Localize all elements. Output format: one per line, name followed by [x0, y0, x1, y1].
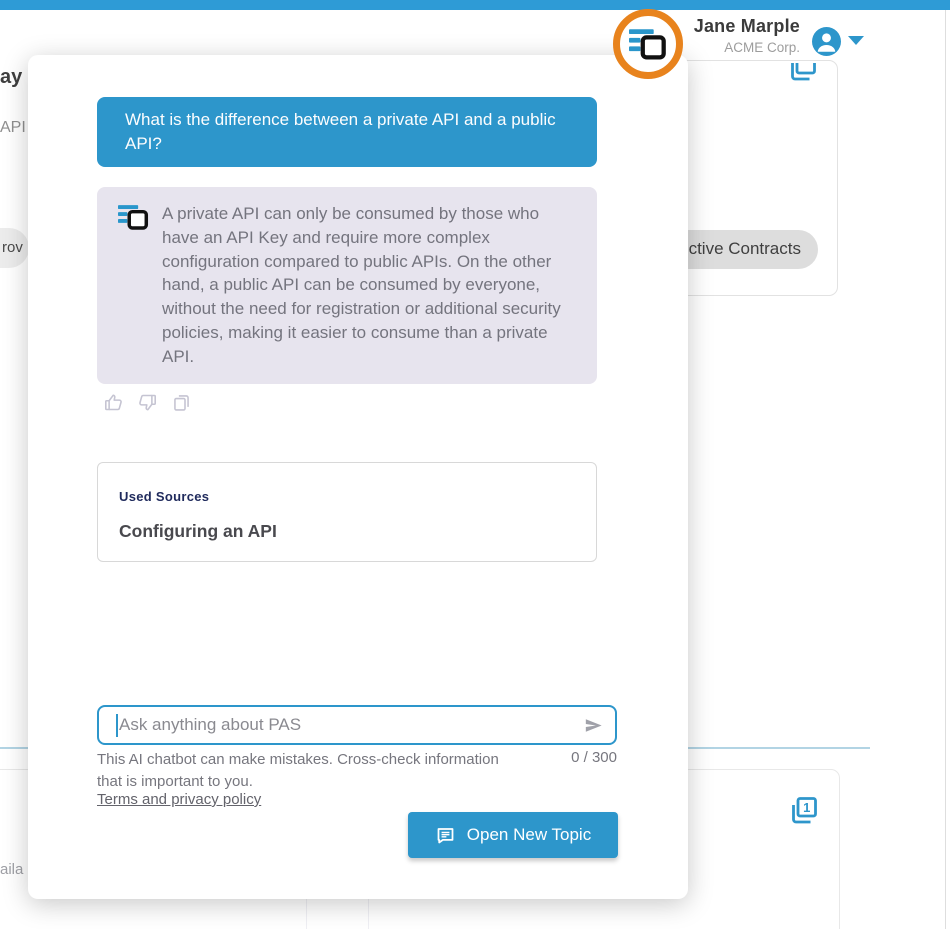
thumbs-up-icon[interactable] [103, 392, 124, 413]
user-name: Jane Marple [693, 16, 800, 36]
chatbot-logo-icon [118, 204, 149, 231]
chat-bubble-icon [435, 825, 456, 846]
bot-message-text: A private API can only be consumed by those who have an API Key and require more complex configuration compared to public APIs. On the other hand, a public API can be consumed by everyone, without the need for registration or additional security policies, making it easier to consume than a private API. [162, 204, 561, 366]
chatbot-logo-icon [629, 28, 667, 61]
copy-icon[interactable] [171, 392, 192, 413]
documents-icon-clipped[interactable] [786, 63, 822, 86]
feedback-toolbar [103, 392, 192, 413]
left-pill-label: rov [2, 239, 23, 256]
chevron-down-icon[interactable] [848, 36, 864, 45]
disclaimer-line1: This AI chatbot can make mistakes. Cross-check information [97, 751, 499, 768]
page-right-border [945, 10, 946, 929]
active-contracts-label: ctive Contracts [688, 239, 801, 258]
user-message-text: What is the difference between a private API and a public API? [125, 110, 556, 153]
documents-count-icon[interactable] [787, 794, 821, 833]
top-accent-bar [0, 0, 950, 10]
open-new-topic-label: Open New Topic [466, 825, 592, 844]
user-message-bubble [97, 97, 597, 167]
chat-input[interactable] [119, 707, 559, 743]
chatbot-launcher-button[interactable] [613, 9, 683, 79]
background-heading-fragment: ay [0, 66, 23, 88]
stacked-pages-1-icon [787, 794, 821, 828]
disclaimer-text [97, 749, 547, 792]
disclaimer-line2: that is important to you. [97, 772, 253, 790]
thumbs-down-icon[interactable] [137, 392, 158, 413]
person-icon [812, 27, 841, 56]
background-subheading-fragment: API [0, 119, 26, 136]
chatbot-panel [28, 55, 688, 899]
char-counter: 0 / 300 [571, 749, 617, 766]
user-avatar-icon[interactable] [812, 27, 841, 56]
used-sources-title: Used Sources [119, 489, 210, 504]
used-sources-card [97, 462, 597, 562]
open-new-topic-button[interactable] [408, 812, 618, 858]
text-caret [116, 714, 118, 737]
terms-privacy-link[interactable]: Terms and privacy policy [97, 791, 262, 808]
source-item-link[interactable]: Configuring an API [119, 521, 277, 541]
background-left-pill[interactable] [0, 228, 29, 268]
chat-input-container [97, 705, 617, 745]
send-icon[interactable] [582, 714, 605, 737]
stacked-pages-icon [786, 63, 820, 85]
svg-text:1: 1 [803, 800, 811, 815]
background-bottom-fragment: aila [0, 861, 24, 878]
user-company: ACME Corp. [724, 40, 800, 55]
bot-message-bubble [97, 187, 597, 384]
